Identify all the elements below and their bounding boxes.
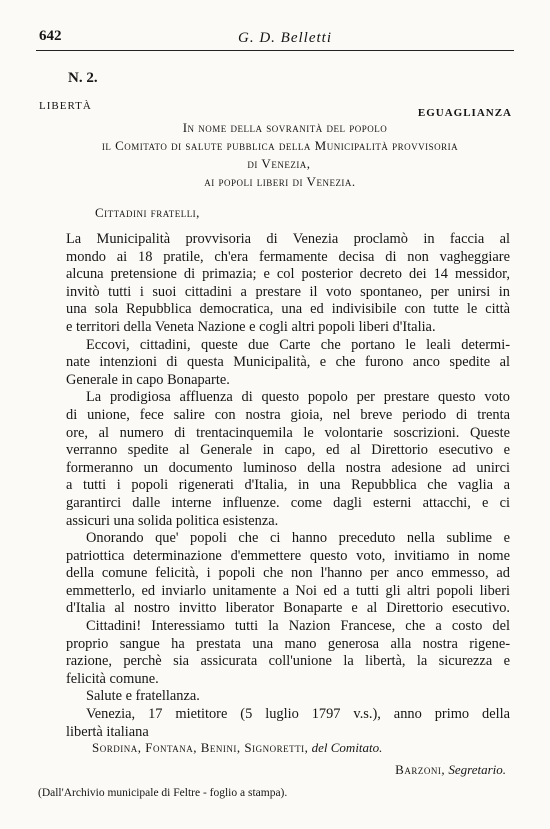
motto-eguaglianza: EGUAGLIANZA (417, 107, 512, 119)
signatory-role: del Comitato. (311, 740, 383, 755)
secretary-name: Barzoni, (395, 762, 446, 777)
body-line: Salute e fratellanza. (86, 688, 200, 705)
document-number: N. 2. (68, 70, 98, 86)
signatories (92, 740, 382, 756)
body-line: razione, perchè sia assicurata coll'unione la libertà, la sicurezza e (66, 653, 510, 670)
body-line: La Municipalità provvisoria di Venezia proclamò in faccia al (66, 231, 510, 247)
body-line: Venezia, 17 mietitore (5 luglio 1797 v.s.), anno primo della (86, 706, 510, 723)
body-line: mondo ai 18 pratile, ch'era fermamente decisa di non vagheggiare (66, 248, 510, 265)
body-line: Onorando que' popoli che ci hanno preceduto nella sublime e (86, 530, 510, 547)
motto-liberta: LIBERTÀ (39, 100, 92, 112)
heading-line-4: ai popoli liberi di Venezia. (204, 174, 356, 189)
body-line: garantirci dalle interne influenze. come dagli esterni attacchi, e ci (66, 494, 510, 511)
header-rule (36, 50, 514, 51)
salutation: Cittadini fratelli, (95, 205, 200, 220)
secretary-role: Segretario. (448, 762, 506, 777)
body-line: assicuri una solida politica esistenza. (66, 512, 279, 529)
body-line: della comune felicità, i popoli che non l'hanno per anco emmesso, ad (66, 565, 510, 582)
body-line: una sola Repubblica democratica, una ed indivisibile con tutte le città (66, 301, 510, 318)
running-head: G. D. Belletti (238, 30, 332, 46)
body-line: di unione, fece salire con nostra gioia, nel breve periodo di trenta (66, 406, 510, 423)
page-number: 642 (39, 28, 62, 44)
heading-line-2: il Comitato di salute pubblica della Municipalità provvisoria (101, 138, 459, 153)
body-line: a tutti i popoli rigenerati d'Italia, in una Repubblica che vaglia a (66, 477, 510, 494)
body-line: felicità comune. (66, 670, 159, 687)
body-line: d'Italia al nostro invitto liberator Bonaparte e al Direttorio esecutivo. (66, 600, 510, 617)
body-text (66, 231, 510, 741)
body-line: e territori della Veneta Nazione e cogli altri popoli liberi d'Italia. (66, 318, 436, 335)
body-line: ore, al numero di trentacinquemila le volontarie soscrizioni. Queste (66, 424, 510, 441)
body-line: nate intenzioni di questa Municipalità, e che furono anco spedite al (66, 354, 510, 371)
body-line: emmetterlo, ed inviarlo unitamente a Noi ed a tutti gli altri popoli liberi (66, 582, 510, 599)
source-note: (Dall'Archivio municipale di Feltre - foglio a stampa). (38, 787, 288, 799)
body-line: patriottica determinazione d'emmettere questo voto, invitiamo in nome (66, 547, 510, 564)
body-line: Generale in capo Bonaparte. (66, 371, 230, 388)
body-line: proprio sangue ha prestata una mano generosa alla nostra rigene- (66, 635, 510, 652)
signatory-names: Sordina, Fontana, Benini, Signoretti, (92, 740, 309, 755)
body-line: libertà italiana (66, 723, 149, 740)
heading-line-3: di Venezia, (247, 156, 311, 171)
body-line: Cittadini! Interessiamo tutti la Nazion Francese, che a costo del (86, 618, 510, 635)
body-line: Eccovi, cittadini, queste due Carte che portano le leali determi- (86, 336, 510, 353)
secretary-signature (395, 762, 506, 778)
body-line: alcuna pretensione di primazia; e col posterior decreto dei 14 messidor, (66, 266, 510, 283)
body-line: invitò tutti i suoi cittadini a prestare il voto spontaneo, per unirsi in (66, 283, 510, 300)
heading-line-1: In nome della sovranità del popolo (182, 120, 388, 135)
body-line: formeranno un documento luminoso della nostra adesione ad unirci (66, 459, 510, 476)
body-line: verranno spedite al Generale in capo, ed al Direttorio esecutivo e (66, 442, 510, 459)
body-line: La prodigiosa affluenza di questo popolo per prestare questo voto (86, 389, 510, 406)
